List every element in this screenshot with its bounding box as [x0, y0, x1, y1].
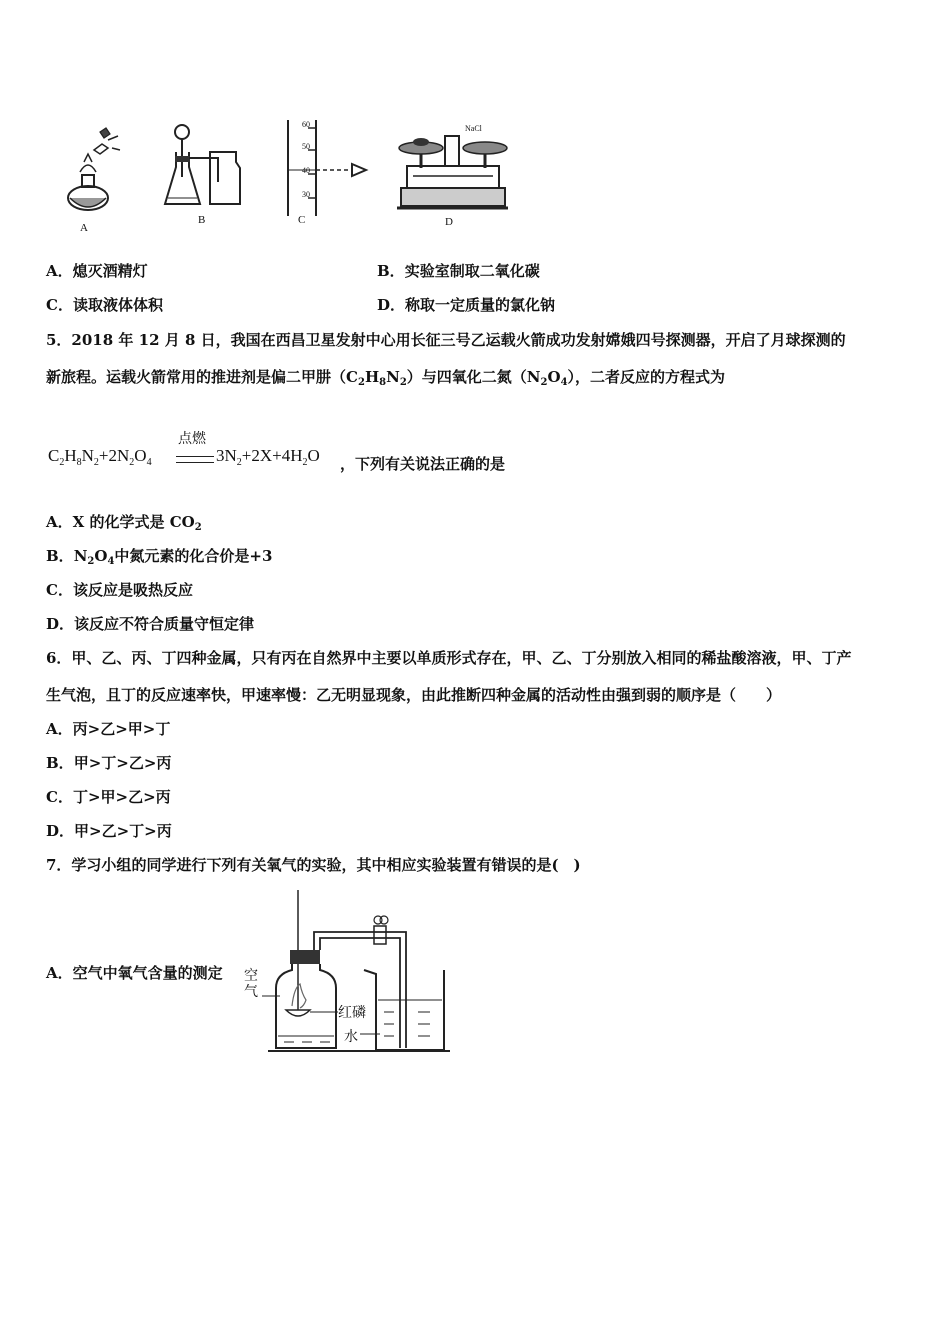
f2-sub1: 2	[540, 377, 548, 388]
f1-h: H	[364, 368, 380, 386]
eq-l6: +2N	[98, 446, 130, 465]
q6-stem-line-2: 生气泡，且丁的反应速率快，甲速率慢：乙无明显现象，由此推断四种金属的活动性由强到弱的顺序是（ ）	[46, 686, 782, 704]
air-label: 空气	[244, 968, 258, 1000]
figure-a-label: A	[80, 222, 88, 234]
q7-option-a-letter: A．	[46, 964, 73, 982]
q5-stem-line-2	[46, 367, 725, 393]
figure-d-label: D	[445, 216, 453, 228]
q5-option-b-sub1: 2	[87, 556, 95, 567]
eq-l8: O	[134, 446, 147, 465]
q5-option-d[interactable]	[46, 614, 254, 634]
balance-drawing	[395, 122, 510, 214]
q5-line2-b: ）与四氧化二氮（	[406, 368, 527, 386]
reaction-equation-rhs	[216, 446, 320, 468]
q4-option-d-text: 称取一定质量的氯化钠	[405, 296, 556, 314]
red-phosphorus-label: 红磷	[338, 1005, 366, 1021]
q6-option-b-text: 甲>丁>乙>丙	[73, 754, 172, 772]
q6-option-a-text: 丙>乙>甲>丁	[72, 720, 171, 738]
nacl-label: NaCl	[465, 124, 482, 133]
figure-b-label: B	[198, 214, 206, 226]
eq-l9: 4	[146, 457, 152, 468]
q4-option-d-letter: D．	[377, 296, 406, 314]
q5-option-c-text: 该反应是吸热反应	[72, 581, 193, 599]
q7-option-a[interactable]	[46, 963, 223, 983]
q4-option-c[interactable]	[46, 295, 163, 315]
q6-option-a-letter: A．	[46, 720, 73, 738]
q5-option-c-letter: C．	[46, 581, 73, 599]
q5-option-c[interactable]	[46, 580, 193, 600]
reaction-equals-sign	[176, 456, 214, 463]
cylinder-reading-drawing	[278, 118, 378, 218]
q5-option-b-sub2: 4	[107, 556, 115, 567]
eq-l7: 2	[129, 457, 135, 468]
q6-option-b[interactable]	[46, 753, 171, 773]
scale-tick-30: 30	[302, 190, 310, 199]
f1-n: N	[386, 368, 400, 386]
figure-b-gas-generator	[160, 122, 250, 212]
flask-and-bottle-drawing	[160, 122, 250, 212]
q4-option-a[interactable]	[46, 261, 148, 281]
q4-option-b-letter: B．	[377, 262, 405, 280]
eq-r1: 2	[236, 457, 242, 468]
q4-option-c-letter: C．	[46, 296, 73, 314]
water-label: 水	[344, 1029, 358, 1045]
figure-c-label: C	[298, 214, 306, 226]
formula-n2o4	[527, 368, 568, 386]
q5-line2-a: 新旅程。运载火箭常用的推进剂是偏二甲肼（	[46, 368, 347, 386]
q5-option-b-letter: B．	[46, 547, 74, 565]
f2-n: N	[526, 368, 541, 386]
eq-l4: N	[81, 446, 94, 465]
scale-tick-40: 40	[302, 166, 310, 175]
q7-option-a-text: 空气中氧气含量的测定	[72, 964, 223, 982]
q5-option-a-letter: A．	[46, 513, 73, 531]
q4-option-a-letter: A．	[46, 262, 73, 280]
q6-option-b-letter: B．	[46, 754, 74, 772]
q4-option-d[interactable]	[377, 295, 555, 315]
q4-option-b-text: 实验室制取二氧化碳	[404, 262, 540, 280]
q5-option-b-o: O	[94, 547, 108, 565]
q4-option-c-text: 读取液体体积	[72, 296, 163, 314]
scale-tick-50: 50	[302, 142, 310, 151]
q5-option-b-text: 中氮元素的化合价是+3	[114, 547, 273, 565]
eq-r4: O	[307, 446, 320, 465]
q6-option-c-text: 丁>甲>乙>丙	[72, 788, 171, 806]
q5-stem-line-1: 5．2018 年 12 月 8 日，我国在西昌卫星发射中心用长征三号乙运载火箭成功发射嫦娥四号探测器，开启了月球探测的	[46, 331, 846, 349]
eq-l5: 2	[93, 457, 99, 468]
reaction-condition: 点燃	[178, 431, 206, 447]
eq-r2: +2X+4H	[241, 446, 303, 465]
scale-tick-60: 60	[302, 120, 310, 129]
f1-sub2: 8	[379, 377, 387, 388]
f1-c: C	[346, 368, 358, 386]
q6-option-d-letter: D．	[46, 822, 75, 840]
q5-option-b[interactable]	[46, 546, 272, 572]
q5-option-a-text: X 的化学式是 CO	[72, 513, 195, 531]
q5-line2-c: ），二者反应的方程式为	[567, 368, 726, 386]
figure-d-balance	[395, 122, 510, 214]
q5-equation-tail: ，下列有关说法正确的是	[340, 455, 506, 473]
eq-r3: 2	[302, 457, 308, 468]
q4-option-b[interactable]	[377, 261, 540, 281]
oxygen-content-apparatus	[240, 888, 455, 1056]
q5-option-a-sub: 2	[194, 522, 202, 533]
q6-option-c[interactable]	[46, 787, 171, 807]
q5-option-d-letter: D．	[46, 615, 75, 633]
reaction-equation-lhs	[48, 446, 152, 468]
figure-c-graduated-cylinder	[278, 118, 378, 218]
eq-r0: 3N	[216, 446, 237, 465]
eq-l1: 2	[59, 457, 65, 468]
q6-option-d[interactable]	[46, 821, 172, 841]
eq-l0: C	[48, 446, 60, 465]
q6-option-d-text: 甲>乙>丁>丙	[74, 822, 172, 840]
alcohol-lamp-drawing	[60, 120, 130, 220]
q5-option-b-n: N	[73, 547, 88, 565]
q6-option-c-letter: C．	[46, 788, 73, 806]
f2-o: O	[547, 368, 561, 386]
q4-option-a-text: 熄灭酒精灯	[72, 262, 148, 280]
f1-sub3: 2	[399, 377, 407, 388]
f1-sub1: 2	[357, 377, 365, 388]
q6-stem-line-1: 6．甲、乙、丙、丁四种金属，只有丙在自然界中主要以单质形式存在，甲、乙、丁分别放入相同的稀盐酸溶液，甲、丁产	[46, 649, 852, 667]
q5-option-a[interactable]	[46, 512, 202, 538]
eq-l2: H	[64, 446, 77, 465]
q7-stem: 7．学习小组的同学进行下列有关氧气的实验，其中相应实验装置有错误的是( )	[46, 856, 581, 874]
q5-option-d-text: 该反应不符合质量守恒定律	[74, 615, 255, 633]
figure-a-alcohol-lamp	[60, 120, 130, 220]
f2-sub2: 4	[560, 377, 568, 388]
formula-c2h8n2	[346, 368, 407, 386]
eq-l3: 8	[76, 457, 82, 468]
q6-option-a[interactable]	[46, 719, 170, 739]
